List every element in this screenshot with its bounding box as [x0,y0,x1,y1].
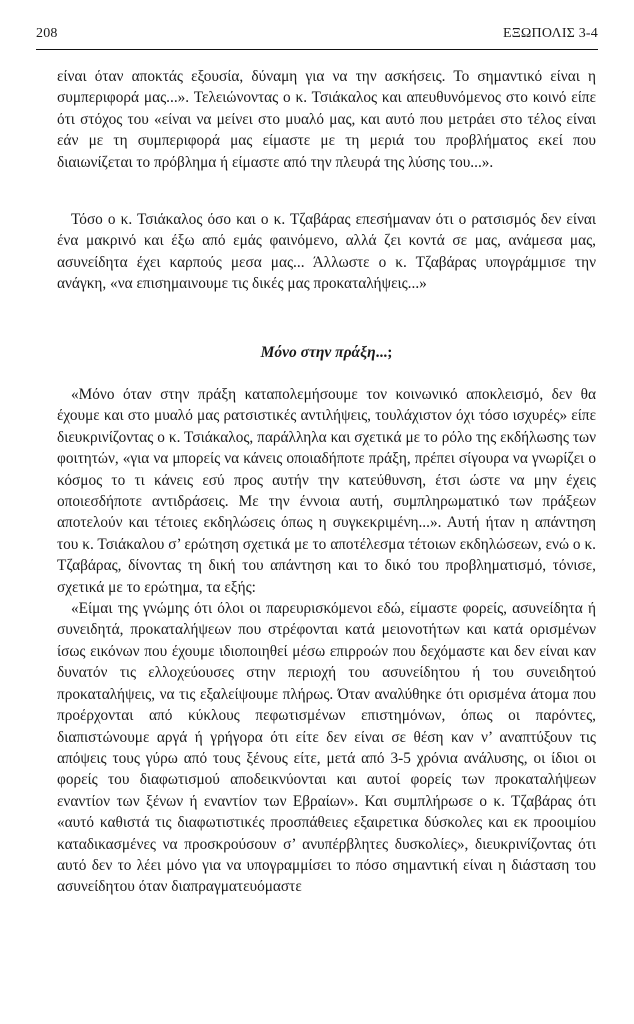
header-rule [36,49,598,50]
paragraph-block-1 [57,66,596,173]
section-heading-tail: ...; [375,344,393,361]
running-header [36,26,598,46]
paragraph-block-2 [57,209,596,295]
page-number: 208 [36,26,58,41]
paragraph-4: «Είμαι της γνώμης ότι όλοι οι παρευρισκόμενοι εδώ, είμαστε φορείς, ασυνείδητα ή συνειδητά, προκαταλήψεων που στρέφονται κατά μειονοτήτων και κατά ορισμένων ίσως εικόνων που έχουμε ιδιοποιηθεί μέσω επιρροών που δεχόμαστε και δεν είναι καν δυνατόν τις ελλοχεύουσες στην περιοχή του ασυνείδητου ή του συνειδητού προκαταλήψεις, να τις εξαλείψουμε πλήρως. Όταν αναλύθηκε ότι ορισμένα άτομα που προέρχονται από κύκλους πεφωτισμένων επιστημόνων, όπως οι παρόντες, διαπιστώνουμε αργά ή γρήγορα ότι είτε δεν είναι σε θέση καν ν’ αναπτύξουν τις απόψεις τους γύρω από τους ξένους είτε, μετά από 3-5 χρόνια ανάλυσης, οι ίδιοι οι φορείς του διαφωτισμού αποδεικνύονται και αυτοί φορείς των προκαταλήψεων εναντίον των ξένων ή εναντίον των Εβραίων». Και συμπλήρωσε ο κ. Τζαβάρας ότι «αυτό καθιστά τις διαφωτιστικές προσπάθειες εξαιρετικα δύσκολες και εκ προοιμίου καταδικασμένες να προσκρούσουν σ’ ανυπέρβλητες δυσκολίες», διευκρινίζοντας ότι αυτό δεν το λέει μόνο για να υπογραμμίσει το πόσο σημαντική είναι η διάσταση του ασυνείδητου όταν διαπραγματευόμαστε [57,600,596,896]
paragraph-1: είναι όταν αποκτάς εξουσία, δύναμη για να την ασκήσεις. Το σημαντικό είναι η συμπεριφορά μας...». Τελειώνοντας ο κ. Τσιάκαλος και απευθυνόμενος στο κοινό είπε ότι στόχος του «είναι να μείνει στο μυαλό μας, και αυτό που μετράει στο τέλος είναι εάν με τη συμπεριφορά μας είμαστε με τη μεριά του προβλήματος εκεί που διαιωνίζεται το πρόβλημα ή είμαστε από την πλευρά της λύσης του...». [57,68,596,171]
journal-title: ΕΞΩΠΟΛΙΣ 3-4 [502,26,598,41]
paragraph-3: «Μόνο όταν στην πράξη καταπολεμήσουμε τον κοινωνικό αποκλεισμό, δεν θα έχουμε και στο μυαλό μας ρατσιστικές αντιλήψεις, τουλάχιστον όχι τόσο ισχυρές» είπε διευκρινίζοντας ο κ. Τσιάκαλος, παράλληλα και σχετικά με το ρόλο της εκδήλωσης των φοιτητών, «για να μπορείς να κάνεις οποιαδήποτε πράξη, πρέπει σίγουρα να γνωρίζει ο κόσμος το τι κάνεις εσύ προς αυτήν την κατεύθυνση, έτσι ώστε να μην έχεις οποιεσδήποτε αντιδράσεις. Με την έννοια αυτή, συμπληρωματικό των πράξεων αποτελούν και τέτοιες εκδηλώσεις όπως η συγκεκριμένη...». Αυτή ήταν η απάντηση του κ. Τσιάκαλου σ’ ερώτηση σχετικά με το αποτέλεσμα τέτοιων εκδηλώσεων, ενώ ο κ. Τζαβάρας, δίνοντας τη δική του απάντηση και το δικό του προβληματισμό, τόνισε, σχετικά με το ερώτημα, τα εξής: [57,386,596,596]
section-heading-text: Μόνο στην πράξη [260,344,376,361]
paragraph-block-3 [57,384,596,898]
section-heading [57,344,596,362]
paragraph-2: Τόσο ο κ. Τσιάκαλος όσο και ο κ. Τζαβάρας επεσήμαναν ότι ο ρατσισμός δεν είναι ένα μακρινό και έξω από εμάς φαινόμενο, αλλά ζει κοντά σε μας, ανάμεσα μας, ασυνείδητα έχει καρπούς μεσα μας... Άλλωστε ο κ. Τζαβάρας υπογράμμισε την ανάγκη, «να επισημαινουμε τις δικές μας προκαταλήψεις...» [57,211,596,293]
